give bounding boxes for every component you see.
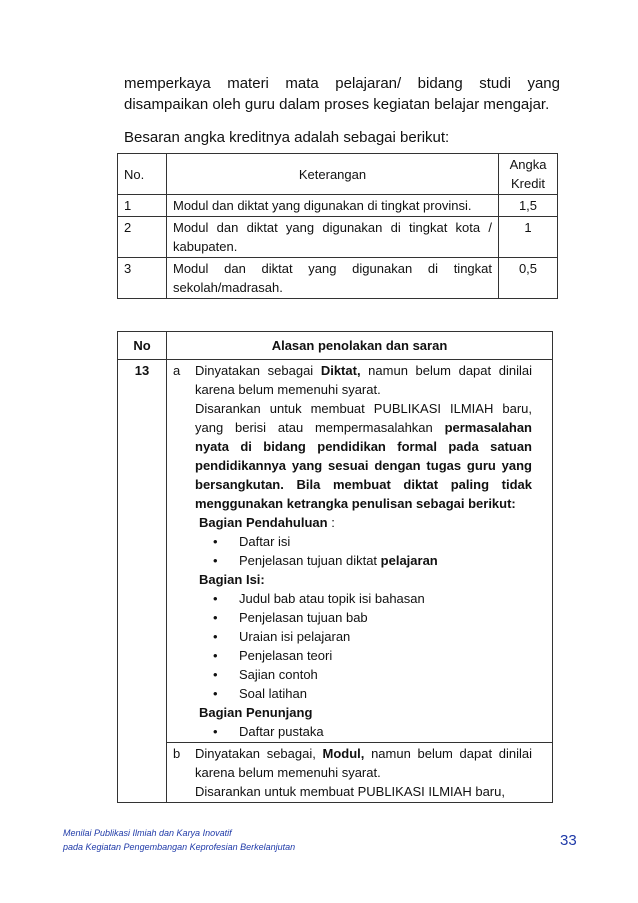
header-no: No (118, 332, 167, 360)
list-item: • Soal latihan (213, 684, 532, 703)
section-title: Bagian Isi: (199, 572, 265, 587)
item-a-content (189, 360, 553, 743)
footer (63, 826, 295, 854)
item-a-statement (195, 361, 532, 399)
text: Penjelasan tujuan diktat (239, 553, 381, 568)
list-item: • Uraian isi pelajaran (213, 627, 532, 646)
item-b-content (189, 743, 553, 803)
table-row (118, 743, 553, 803)
credit-table-header (118, 154, 558, 195)
item-letter-a: a (167, 360, 190, 743)
list-item: • Daftar isi (213, 532, 532, 551)
section-isi (195, 570, 532, 589)
row-no: 2 (118, 217, 167, 258)
item-b-statement (195, 744, 532, 782)
item-b-suggestion: Disarankan untuk membuat PUBLIKASI ILMIAH baru, (195, 784, 505, 799)
rejection-table-header (118, 332, 553, 360)
header-angka-kredit: Angka Kredit (499, 154, 558, 195)
list-item: • Sajian contoh (213, 665, 532, 684)
text: Dinyatakan sebagai, (195, 746, 323, 761)
section-title: Bagian Penunjang (199, 705, 313, 720)
intro-credit-sentence: Besaran angka kreditnya adalah sebagai berikut: (124, 129, 450, 146)
section-title: Bagian Pendahuluan (199, 515, 328, 530)
rejection-table (117, 331, 553, 803)
text: namun belum dapat dinilai karena belum memenuhi syarat. (195, 363, 532, 397)
row-keterangan: Modul dan diktat yang digunakan di tingkat sekolah/madrasah. (167, 258, 499, 299)
list-item: • Daftar pustaka (213, 722, 532, 741)
text-bold: Modul, (322, 746, 365, 761)
row-keterangan: Modul dan diktat yang digunakan di tingkat provinsi. (167, 195, 499, 217)
row-kredit: 1 (499, 217, 558, 258)
section-penunjang (195, 703, 532, 722)
table-row (118, 258, 558, 299)
item-letter-b: b (167, 743, 190, 803)
page-number: 33 (560, 832, 577, 849)
section-pendahuluan (195, 513, 532, 532)
text: : (327, 515, 335, 530)
pendahuluan-list (195, 532, 532, 570)
intro-paragraph: memperkaya materi mata pelajaran/ bidang studi yang disampaikan oleh guru dalam proses kegiatan belajar mengajar. (124, 75, 560, 113)
credit-table (117, 153, 558, 299)
row-kredit: 0,5 (499, 258, 558, 299)
footer-line1: Menilai Publikasi Ilmiah dan Karya Inovatif (63, 828, 232, 838)
text: Disarankan untuk membuat PUBLIKASI ILMIAH baru, yang berisi atau mempermasalahkan (195, 401, 532, 435)
row-keterangan: Modul dan diktat yang digunakan di tingkat kota / kabupaten. (167, 217, 499, 258)
item-a-suggestion (195, 399, 532, 513)
row-no: 13 (118, 360, 167, 803)
table-row (118, 360, 553, 743)
header-no: No. (118, 154, 167, 195)
text-bold: Diktat, (320, 363, 361, 378)
text-bold: pelajaran (380, 553, 438, 568)
text: namun belum dapat dinilai karena belum memenuhi syarat. (195, 746, 532, 780)
penunjang-list (195, 722, 532, 741)
list-item: • Judul bab atau topik isi bahasan (213, 589, 532, 608)
row-no: 3 (118, 258, 167, 299)
list-item: • Penjelasan teori (213, 646, 532, 665)
isi-list (195, 589, 532, 703)
header-keterangan: Keterangan (167, 154, 499, 195)
footer-line2: pada Kegiatan Pengembangan Keprofesian Berkelanjutan (63, 842, 296, 852)
table-row (118, 217, 558, 258)
row-no: 1 (118, 195, 167, 217)
text-bold: permasalahan nyata di bidang pendidikan formal pada satuan pendidikannya yang sesuai dengan tugas guru yang bersangkutan. Bila membuat diktat paling tidak menggunakan ketrangka penulisan sebagai berikut: (195, 420, 532, 511)
list-item (213, 551, 532, 570)
table-row (118, 195, 558, 217)
row-kredit: 1,5 (499, 195, 558, 217)
text: Dinyatakan sebagai (195, 363, 321, 378)
header-alasan: Alasan penolakan dan saran (167, 332, 553, 360)
list-item: • Penjelasan tujuan bab (213, 608, 532, 627)
